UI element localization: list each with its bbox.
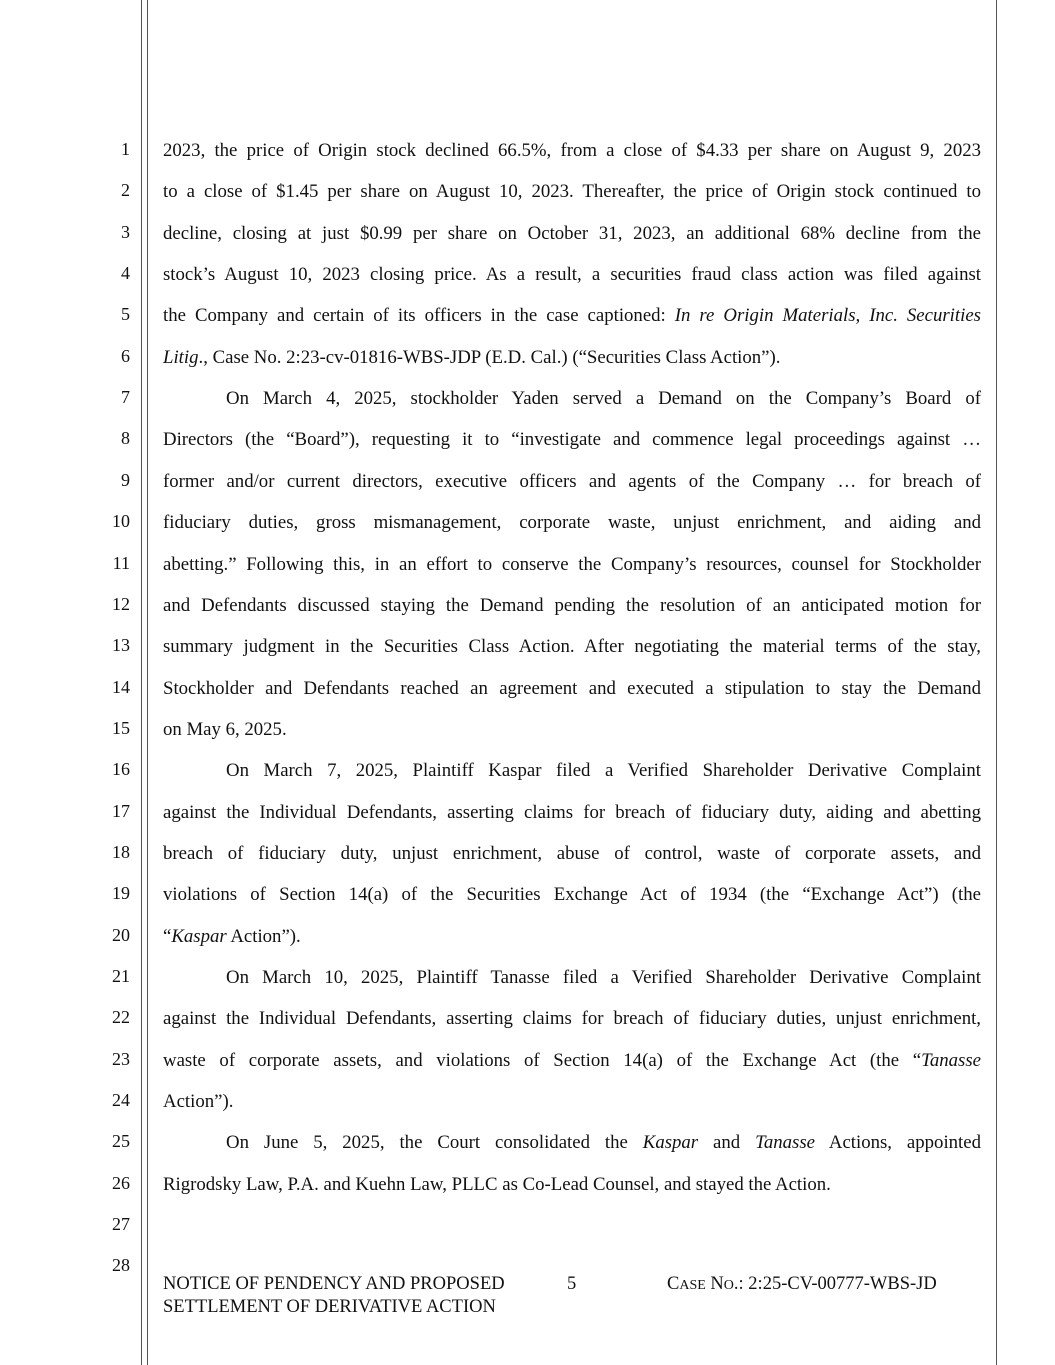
text-line — [163, 1173, 981, 1197]
text-segment: waste of corporate assets, and violations of Section 14(a) of the Exchange Act (the “ — [163, 1049, 922, 1071]
italic-text: Kaspar — [642, 1132, 699, 1154]
case-number-value: .: 2:25-CV-00777-WBS-JD — [733, 1274, 937, 1294]
text-line — [163, 677, 981, 701]
line-number: 5 — [121, 304, 130, 325]
text-line — [163, 553, 981, 577]
line-number: 2 — [121, 180, 130, 201]
text-segment: fiduciary duties, gross mismanagement, corporate waste, unjust enrichment, and aiding and — [163, 512, 981, 534]
line-number: 25 — [112, 1131, 130, 1152]
text-line — [226, 759, 981, 783]
line-number: 12 — [112, 593, 130, 614]
text-segment: Action”). — [163, 1091, 234, 1113]
case-number — [667, 1273, 937, 1297]
left-margin-rule-inner — [147, 0, 148, 1365]
text-line — [226, 1131, 981, 1155]
line-number: 1 — [121, 139, 130, 159]
line-number: 4 — [121, 263, 130, 284]
line-number: 10 — [112, 511, 130, 532]
line-number: 7 — [121, 387, 130, 408]
text-line — [163, 139, 981, 163]
line-number: 21 — [112, 966, 130, 986]
line-number: 28 — [112, 1255, 130, 1276]
text-segment: to a close of $1.45 per share on August 10, 2023. Thereafter, the price of Origin stock continued to — [163, 181, 981, 203]
line-number: 26 — [112, 1172, 130, 1193]
text-segment: “ — [163, 925, 172, 947]
text-segment: Stockholder and Defendants reached an agreement and executed a stipulation to stay the Demand — [163, 677, 981, 699]
line-number: 19 — [112, 883, 130, 904]
left-margin-rule-outer — [141, 0, 142, 1365]
text-segment: on May 6, 2025. — [163, 718, 287, 740]
text-line — [163, 222, 981, 246]
case-label-c: C — [667, 1274, 680, 1294]
text-line — [163, 1049, 981, 1073]
text-line — [163, 180, 981, 204]
page-number: 5 — [567, 1274, 577, 1294]
text-segment: and — [698, 1132, 756, 1154]
case-label-n: N — [705, 1274, 724, 1294]
text-segment: violations of Section 14(a) of the Securities Exchange Act of 1934 (the “Exchange Act”) (the — [163, 884, 981, 906]
line-number: 27 — [112, 1214, 130, 1235]
text-line — [163, 511, 981, 535]
text-segment: On March 10, 2025, Plaintiff Tanasse filed a Verified Shareholder Derivative Complaint — [226, 967, 981, 988]
text-segment: against the Individual Defendants, asserting claims for breach of fiduciary duty, aiding and abetting — [163, 801, 981, 823]
text-line — [163, 925, 981, 949]
text-line — [163, 718, 981, 742]
line-number: 9 — [121, 469, 130, 490]
text-line — [163, 470, 981, 494]
footer-title-line2: SETTLEMENT OF DERIVATIVE ACTION — [163, 1297, 496, 1317]
line-number: 20 — [112, 924, 130, 945]
footer-title-line1: NOTICE OF PENDENCY AND PROPOSED — [163, 1274, 505, 1294]
text-line — [163, 842, 981, 866]
text-segment: former and/or current directors, executive officers and agents of the Company … for breach of — [163, 470, 981, 492]
line-number: 8 — [121, 428, 130, 449]
text-line — [163, 263, 981, 287]
text-line — [163, 428, 981, 452]
text-line — [163, 1007, 981, 1031]
text-line — [163, 1090, 981, 1114]
text-segment: Actions, appointed — [814, 1132, 981, 1154]
line-number: 23 — [112, 1048, 130, 1069]
line-number: 17 — [112, 800, 130, 821]
text-line — [226, 387, 981, 411]
line-number: 6 — [121, 345, 130, 366]
footer-title — [163, 1273, 505, 1319]
text-segment: abetting.” Following this, in an effort to conserve the Company’s resources, counsel for Stockholder — [163, 553, 981, 575]
text-segment: ., Case No. 2:23-cv-01816-WBS-JDP (E.D. Cal.) (“Securities Class Action”). — [198, 346, 781, 368]
line-number: 11 — [112, 552, 130, 573]
text-segment: On March 7, 2025, Plaintiff Kaspar filed a Verified Shareholder Derivative Complaint — [226, 760, 981, 782]
line-number: 15 — [112, 717, 130, 738]
text-line — [163, 304, 981, 328]
text-segment: summary judgment in the Securities Class Action. After negotiating the material terms of the stay, — [163, 636, 981, 658]
line-number: 22 — [112, 1007, 130, 1028]
text-line — [226, 966, 981, 990]
text-segment: and Defendants discussed staying the Demand pending the resolution of an anticipated motion for — [163, 594, 981, 616]
text-line — [163, 883, 981, 907]
line-number: 16 — [112, 759, 130, 780]
case-label-o: O — [723, 1278, 734, 1293]
line-number: 14 — [112, 676, 130, 697]
text-segment: On March 4, 2025, stockholder Yaden served a Demand on the Company’s Board of — [226, 388, 981, 410]
text-segment: Rigrodsky Law, P.A. and Kuehn Law, PLLC as Co-Lead Counsel, and stayed the Action. — [163, 1173, 831, 1195]
text-segment: 2023, the price of Origin stock declined 66.5%, from a close of $4.33 per share on August 9, 2023 — [163, 140, 981, 161]
text-line — [163, 635, 981, 659]
text-segment: Action”). — [226, 925, 301, 947]
italic-text: Litig — [163, 346, 199, 368]
line-number: 3 — [121, 221, 130, 242]
italic-text: In re Origin Materials, Inc. Securities — [674, 305, 981, 327]
right-margin-rule — [996, 0, 997, 1365]
text-segment: the Company and certain of its officers in the case captioned: — [163, 305, 675, 327]
text-segment: Directors (the “Board”), requesting it to “investigate and commence legal proceedings against … — [163, 429, 981, 451]
text-line — [163, 594, 981, 618]
case-label-ase: ASE — [679, 1278, 706, 1293]
line-number: 13 — [112, 635, 130, 656]
line-number: 24 — [112, 1090, 130, 1111]
text-segment: decline, closing at just $0.99 per share on October 31, 2023, an additional 68% decline from the — [163, 222, 981, 244]
text-line — [163, 801, 981, 825]
line-number: 18 — [112, 841, 130, 862]
italic-text: Tanasse — [755, 1132, 815, 1154]
italic-text: Tanasse — [921, 1049, 981, 1071]
text-segment: against the Individual Defendants, asserting claims for breach of fiduciary duties, unjust enrichment, — [163, 1008, 981, 1030]
text-segment: stock’s August 10, 2023 closing price. As a result, a securities fraud class action was filed against — [163, 264, 981, 286]
text-segment: On June 5, 2025, the Court consolidated the — [226, 1132, 643, 1154]
italic-text: Kaspar — [171, 925, 227, 947]
text-segment: breach of fiduciary duty, unjust enrichment, abuse of control, waste of corporate assets, and — [163, 842, 981, 864]
text-line — [163, 346, 981, 370]
